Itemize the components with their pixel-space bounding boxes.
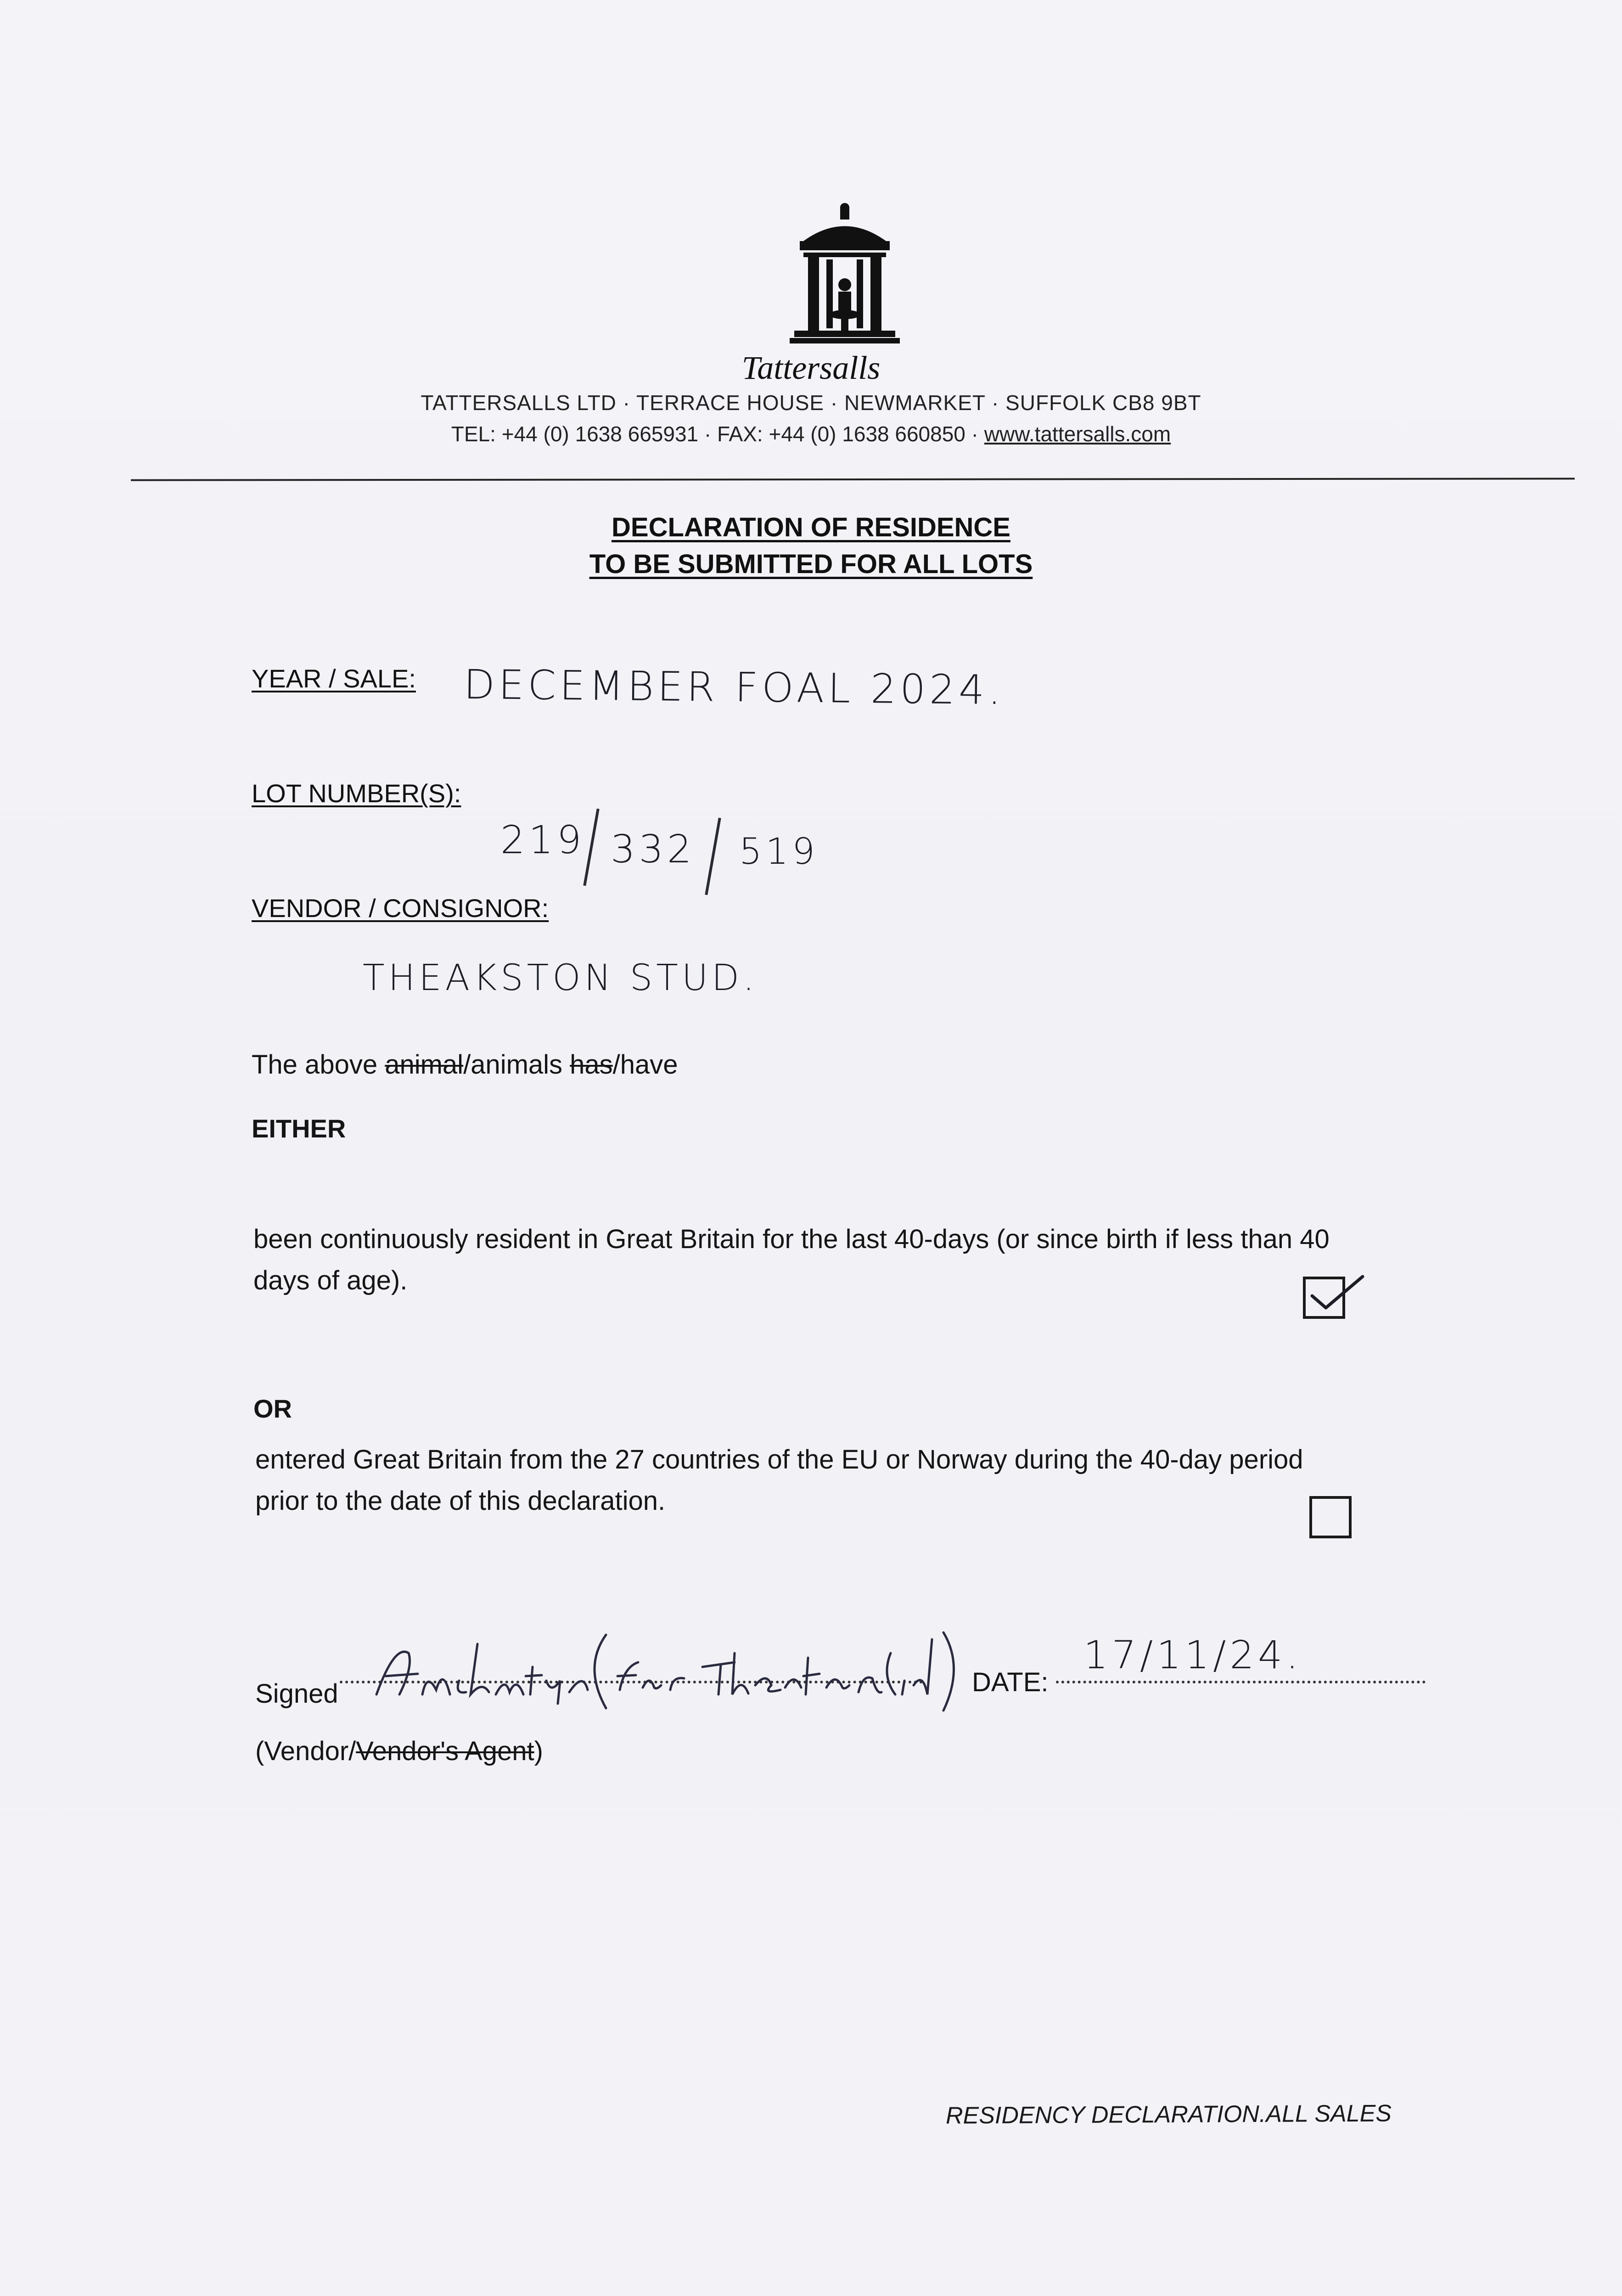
lot-number[interactable]: 219 [500, 817, 585, 862]
header-divider [131, 478, 1575, 481]
footer-reference: RESIDENCY DECLARATION.ALL SALES [945, 2100, 1392, 2129]
statement-intro [252, 1049, 678, 1080]
option-1-text-line-2: days of age). [253, 1266, 408, 1295]
option-2-checkbox[interactable] [1309, 1496, 1352, 1538]
statement-suffix: /have [612, 1050, 678, 1080]
statement-mid: /animals [463, 1050, 570, 1080]
signatory-role [255, 1736, 543, 1767]
year-sale-value[interactable]: DECEMBER FOAL 2024. [463, 660, 1005, 714]
check-mark-icon [1304, 1267, 1368, 1318]
option-2-text-line-1: entered Great Britain from the 27 countries of the EU or Norway during the 40-day period [255, 1445, 1303, 1474]
role-suffix: ) [534, 1736, 543, 1766]
brand-name: Tattersalls [741, 349, 881, 386]
struck-vendors-agent: Vendor's Agent [356, 1736, 534, 1766]
vendor-consignor-label: VENDOR / CONSIGNOR: [252, 894, 549, 923]
signed-label: Signed [255, 1679, 338, 1709]
handwritten-signature[interactable] [367, 1626, 964, 1713]
lot-separator [583, 809, 599, 886]
struck-has: has [570, 1050, 613, 1080]
or-heading: OR [253, 1394, 292, 1423]
form-title-line-1: DECLARATION OF RESIDENCE [612, 512, 1010, 542]
form-title-line-2: TO BE SUBMITTED FOR ALL LOTS [589, 549, 1033, 579]
tattersalls-rotunda-logo [790, 202, 900, 354]
date-label: DATE: [972, 1667, 1049, 1697]
lot-separator [705, 818, 721, 895]
option-1-text-line-1: been continuously resident in Great Britain for the last 40-days (or since birth if less than 40 [253, 1224, 1330, 1254]
date-value[interactable]: 17/11/24. [1083, 1632, 1302, 1677]
lot-numbers-label: LOT NUMBER(S): [252, 779, 461, 808]
company-address: TATTERSALLS LTD · TERRACE HOUSE · NEWMARKET · SUFFOLK CB8 9BT [421, 391, 1201, 415]
website-link[interactable]: www.tattersalls.com [984, 422, 1171, 446]
lot-number[interactable]: 519 [739, 831, 819, 872]
either-heading: EITHER [252, 1114, 346, 1143]
statement-prefix: The above [252, 1050, 385, 1080]
struck-animal: animal [385, 1050, 464, 1080]
lot-number[interactable]: 332 [611, 827, 696, 872]
contact-line [0, 422, 1622, 446]
role-prefix: (Vendor/ [255, 1736, 356, 1766]
vendor-consignor-value[interactable]: THEAKSTON STUD. [363, 957, 758, 999]
year-sale-label: YEAR / SALE: [252, 664, 416, 693]
tel-fax-text: TEL: +44 (0) 1638 665931 · FAX: +44 (0) 1638 660850 · [451, 422, 984, 446]
option-2-text-line-2: prior to the date of this declaration. [255, 1486, 666, 1516]
